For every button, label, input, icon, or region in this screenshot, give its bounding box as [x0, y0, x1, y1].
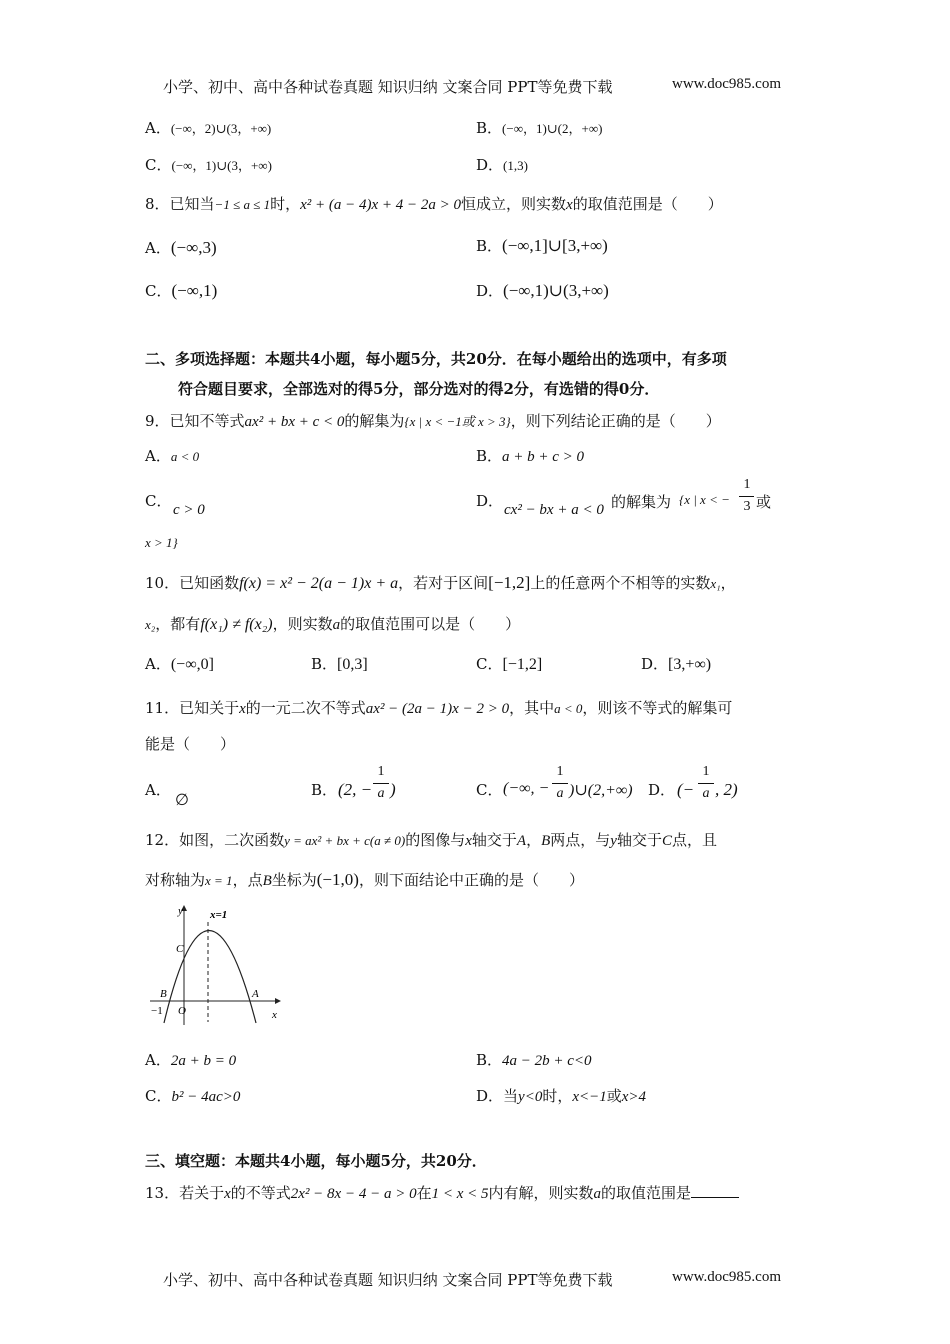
- q11-stem-line1: [145, 698, 732, 719]
- q10-option-d: [641, 654, 711, 675]
- q10-stem-line1: [145, 573, 736, 594]
- section2-line2: 符合题目要求，全部选对的得5分，部分选对的得2分，有选错的得0分．: [178, 380, 660, 398]
- q7-c-label: C．: [145, 156, 172, 174]
- q7-option-d: [476, 155, 528, 176]
- q7-d-expr: (1,3): [503, 158, 528, 173]
- q10-var: a: [332, 617, 341, 633]
- q12-option-c: [145, 1086, 240, 1107]
- q10-mid: ，若对于区间: [398, 574, 489, 592]
- q8-d-label: D．: [476, 282, 504, 300]
- q9-d-or: 或: [756, 493, 772, 511]
- q9-d-frac-den: 3: [743, 499, 751, 514]
- q7-option-b: [476, 118, 602, 139]
- q10-b-expr: [0,3]: [337, 656, 368, 673]
- q12-b-label: B．: [476, 1051, 503, 1069]
- q12-pointb: B: [262, 873, 272, 889]
- q12-stem-line1: [145, 830, 717, 851]
- q7-b-label: B．: [476, 119, 503, 137]
- q8-cond: −1 ≤ a ≤ 1: [214, 197, 271, 212]
- q12-line2d: ，则下面结论中正确的是（ ）: [358, 871, 584, 889]
- q11-a-expr: ∅: [175, 792, 189, 809]
- q11-c-frac-num: 1: [556, 764, 564, 779]
- q9-c-expr: c > 0: [173, 502, 205, 518]
- graph-c-label: C: [176, 943, 184, 955]
- q13-mid3: 内有解，则实数: [488, 1184, 594, 1202]
- q10-a-expr: (−∞,0]: [170, 656, 214, 673]
- q12-tail: 点，且: [671, 831, 717, 849]
- footer-url: www.doc985.com: [672, 1269, 782, 1285]
- q9-a-expr: a < 0: [170, 449, 200, 464]
- q12-point-b: B: [541, 833, 551, 849]
- q12-stem-line2: [145, 870, 584, 891]
- q9-stem: [145, 411, 721, 432]
- q13-var: x: [224, 1186, 231, 1202]
- q8-option-c: [145, 281, 217, 301]
- q10-num: 10．已知函数: [145, 574, 240, 592]
- q9-num: 9．已知不等式: [145, 412, 245, 430]
- q12-option-b: [476, 1050, 592, 1071]
- q7-c-expr: (−∞，1)∪(3，+∞): [171, 158, 272, 173]
- graph-x-label: x: [272, 1009, 277, 1021]
- q10-x1: x₁: [710, 576, 721, 591]
- q12-a-expr: 2a + b = 0: [170, 1053, 237, 1069]
- q12-c-label: C．: [145, 1087, 172, 1105]
- q9-b-expr: a + b + c > 0: [502, 449, 585, 465]
- q10-c-expr: [−1,2]: [502, 656, 543, 673]
- q9-d-frac-num: 1: [743, 477, 751, 492]
- q11-c-pre: (−∞, −: [503, 780, 550, 797]
- q12-a-label: A．: [145, 1051, 171, 1069]
- q13-mid: 的不等式: [230, 1184, 291, 1202]
- q12-mid4: 轴交于: [616, 831, 662, 849]
- q8-var: x: [566, 197, 573, 213]
- q8-option-b: [476, 236, 608, 256]
- q11-mid: 的一元二次不等式: [245, 699, 366, 717]
- q10-option-b: [311, 654, 368, 675]
- q7-a-label: A．: [145, 119, 171, 137]
- q11-b-label: B．: [311, 781, 338, 799]
- q11-var: x: [239, 701, 246, 717]
- q10-b-label: B．: [311, 655, 338, 673]
- q10-c-label: C．: [476, 655, 503, 673]
- section3-title: 三、填空题：本题共4小题，每小题5分，共20分．: [145, 1152, 487, 1170]
- q9-option-a: [145, 446, 199, 467]
- q8-when: 时，: [270, 195, 301, 213]
- q12-d-mid: 时，: [542, 1087, 573, 1105]
- q11-b-frac-num: 1: [377, 764, 385, 779]
- q12-option-a: [145, 1050, 236, 1071]
- q13-ineq: 2x² − 8x − 4 − a > 0: [290, 1186, 417, 1202]
- q7-b-expr: (−∞，1)∪(2，+∞): [502, 121, 603, 136]
- q10-x2: x₂: [145, 617, 156, 632]
- q12-point-a: A: [516, 833, 527, 849]
- q8-option-a: [145, 238, 217, 258]
- q12-line2b: ，点: [232, 871, 263, 889]
- q11-ineq: ax² − (2a − 1)x − 2 > 0: [365, 701, 510, 717]
- q13-var2: a: [593, 1186, 602, 1202]
- q10-line2: ，都有: [155, 615, 201, 633]
- graph-axis-label: x=1: [210, 909, 228, 921]
- q11-cond: a < 0: [554, 701, 583, 716]
- footer-text: 小学、初中、高中各种试卷真题 知识归纳 文案合同 PPT等免费下载: [163, 1271, 613, 1289]
- q8-a-expr: (−∞,3): [170, 238, 217, 257]
- q10-neq: f(x₁) ≠ f(x₂): [200, 616, 273, 633]
- q11-c-post: )∪(2,+∞): [569, 782, 633, 799]
- q12-mid2: 轴交于: [471, 831, 517, 849]
- q13-num: 13．若关于: [145, 1184, 225, 1202]
- q10-d-label: D．: [641, 655, 669, 673]
- q8-d-expr: (−∞,1)∪(3,+∞): [503, 281, 609, 300]
- q12-num: 12．如图，二次函数: [145, 831, 285, 849]
- q9-a-label: A．: [145, 447, 171, 465]
- header-url: www.doc985.com: [672, 76, 782, 92]
- q12-xvar: x: [465, 833, 472, 849]
- q9-option-d-label: D．: [476, 492, 504, 510]
- q12-d-cond: y<0: [518, 1089, 543, 1105]
- q10-d-expr: [3,+∞): [668, 656, 712, 673]
- q9-option-b: [476, 446, 584, 467]
- q10-rest: 上的任意两个不相等的实数: [530, 574, 711, 592]
- q12-yvar: y: [610, 833, 617, 849]
- section2-line1: 二、多项选择题：本题共4小题，每小题5分，共20分．在每小题给出的选项中，有多项: [145, 350, 727, 368]
- q10-func: f(x) = x² − 2(a − 1)x + a: [239, 575, 399, 592]
- q11-c-frac-den: a: [556, 786, 564, 801]
- q13-stem: [145, 1183, 739, 1204]
- q8-rest: 恒成立，则实数: [461, 195, 567, 213]
- q12-mid3: 两点，与: [550, 831, 611, 849]
- q11-tail: ，则该不等式的解集可: [582, 699, 733, 717]
- q9-mid: 的解集为: [344, 412, 405, 430]
- q10-comma: ，: [720, 574, 736, 592]
- q12-b-expr: 4a − 2b + c<0: [502, 1053, 592, 1069]
- q9-d-cont: x > 1}: [145, 535, 178, 550]
- q7-d-label: D．: [476, 156, 504, 174]
- q9-d-expr: cx² − bx + a < 0: [504, 502, 604, 518]
- q8-b-expr: (−∞,1]∪[3,+∞): [502, 236, 608, 255]
- q11-a-label: A．: [145, 781, 171, 799]
- q12-line2c: 坐标为: [271, 871, 317, 889]
- q11-d-frac-den: a: [702, 786, 710, 801]
- q9-ineq: ax² + bx + c < 0: [244, 414, 345, 430]
- q8-tail: 的取值范围是（ ）: [572, 195, 723, 213]
- q13-range: 1 < x < 5: [431, 1186, 489, 1202]
- q12-point-c: C: [661, 833, 672, 849]
- q8-c-label: C．: [145, 282, 172, 300]
- q11-b-frac-den: a: [377, 786, 385, 801]
- q12-option-d: [476, 1086, 646, 1107]
- q8-ineq: x² + (a − 4)x + 4 − 2a > 0: [300, 197, 462, 213]
- q12-sep: ，: [526, 831, 542, 849]
- q7-option-c: [145, 155, 272, 176]
- q8-num: 8．已知当: [145, 195, 215, 213]
- q8-a-label: A．: [145, 239, 171, 257]
- q8-stem: [145, 194, 723, 215]
- q9-d-frac-bar: [739, 496, 754, 497]
- q11-rest: ，其中: [509, 699, 555, 717]
- q10-tail2: 的取值范围可以是（ ）: [340, 615, 521, 633]
- q11-b-frac-bar: [373, 783, 389, 784]
- q12-d-label: D．: [476, 1087, 504, 1105]
- q12-d-e1: x<−1: [572, 1089, 607, 1105]
- graph-b-label: B: [160, 988, 167, 1000]
- q9-option-c-label: C．: [145, 492, 172, 510]
- q12-d-or: 或: [606, 1087, 622, 1105]
- q11-b-pre: (2, −: [338, 780, 373, 799]
- q9-b-label: B．: [476, 447, 503, 465]
- q12-line2a: 对称轴为: [145, 871, 206, 889]
- q10-stem-line2: [145, 614, 520, 635]
- q13-mid2: 在: [416, 1184, 432, 1202]
- q11-d-pre: (−: [677, 780, 695, 799]
- q12-func: y = ax² + bx + c(a ≠ 0): [284, 833, 406, 848]
- q13-answer-blank: [691, 1183, 739, 1198]
- q7-a-expr: (−∞，2)∪(3，+∞): [170, 121, 272, 136]
- header-text: 小学、初中、高中各种试卷真题 知识归纳 文案合同 PPT等免费下载: [163, 78, 613, 96]
- q11-stem-line2: 能是（ ）: [145, 735, 236, 753]
- graph-neg1-label: −1: [151, 1005, 163, 1017]
- q10-option-c: [476, 654, 542, 675]
- graph-o-label: O: [178, 1005, 186, 1017]
- q10-interval: [−1,2]: [488, 573, 531, 592]
- q11-d-label: D．: [648, 781, 676, 799]
- q9-set: {x | x < −1或 x > 3}: [404, 414, 511, 429]
- q12-d-pre: 当: [503, 1087, 519, 1105]
- q10-option-a: [145, 654, 214, 675]
- q7-option-a: [145, 118, 271, 139]
- q8-c-expr: (−∞,1): [171, 281, 218, 300]
- q12-parabola-graph: [140, 900, 290, 1030]
- q8-b-label: B．: [476, 237, 503, 255]
- q12-mid: 的图像与: [405, 831, 466, 849]
- q12-axis: x = 1: [205, 873, 233, 888]
- q13-tail: 的取值范围是: [601, 1184, 692, 1202]
- q9-d-set: {x | x < −: [679, 492, 730, 507]
- q8-option-d: [476, 281, 609, 301]
- graph-a-label: A: [252, 988, 259, 1000]
- q11-c-label: C．: [476, 781, 503, 799]
- q10-tail: ，则实数: [272, 615, 333, 633]
- q11-d-frac-num: 1: [702, 764, 710, 779]
- q12-d-e2: x>4: [621, 1089, 647, 1105]
- q11-d-post: , 2): [715, 780, 738, 799]
- q10-a-label: A．: [145, 655, 171, 673]
- q11-b-post: ): [390, 780, 396, 799]
- q12-coord: (−1,0): [316, 870, 359, 889]
- q11-d-frac-bar: [698, 783, 714, 784]
- graph-y-label: y: [178, 905, 183, 917]
- q12-c-expr: b² − 4ac>0: [171, 1089, 241, 1105]
- q11-num: 11．已知关于: [145, 699, 240, 717]
- q9-d-mid: 的解集为: [611, 493, 672, 511]
- q11-c-frac-bar: [552, 783, 568, 784]
- q9-tail: ，则下列结论正确的是（ ）: [510, 412, 721, 430]
